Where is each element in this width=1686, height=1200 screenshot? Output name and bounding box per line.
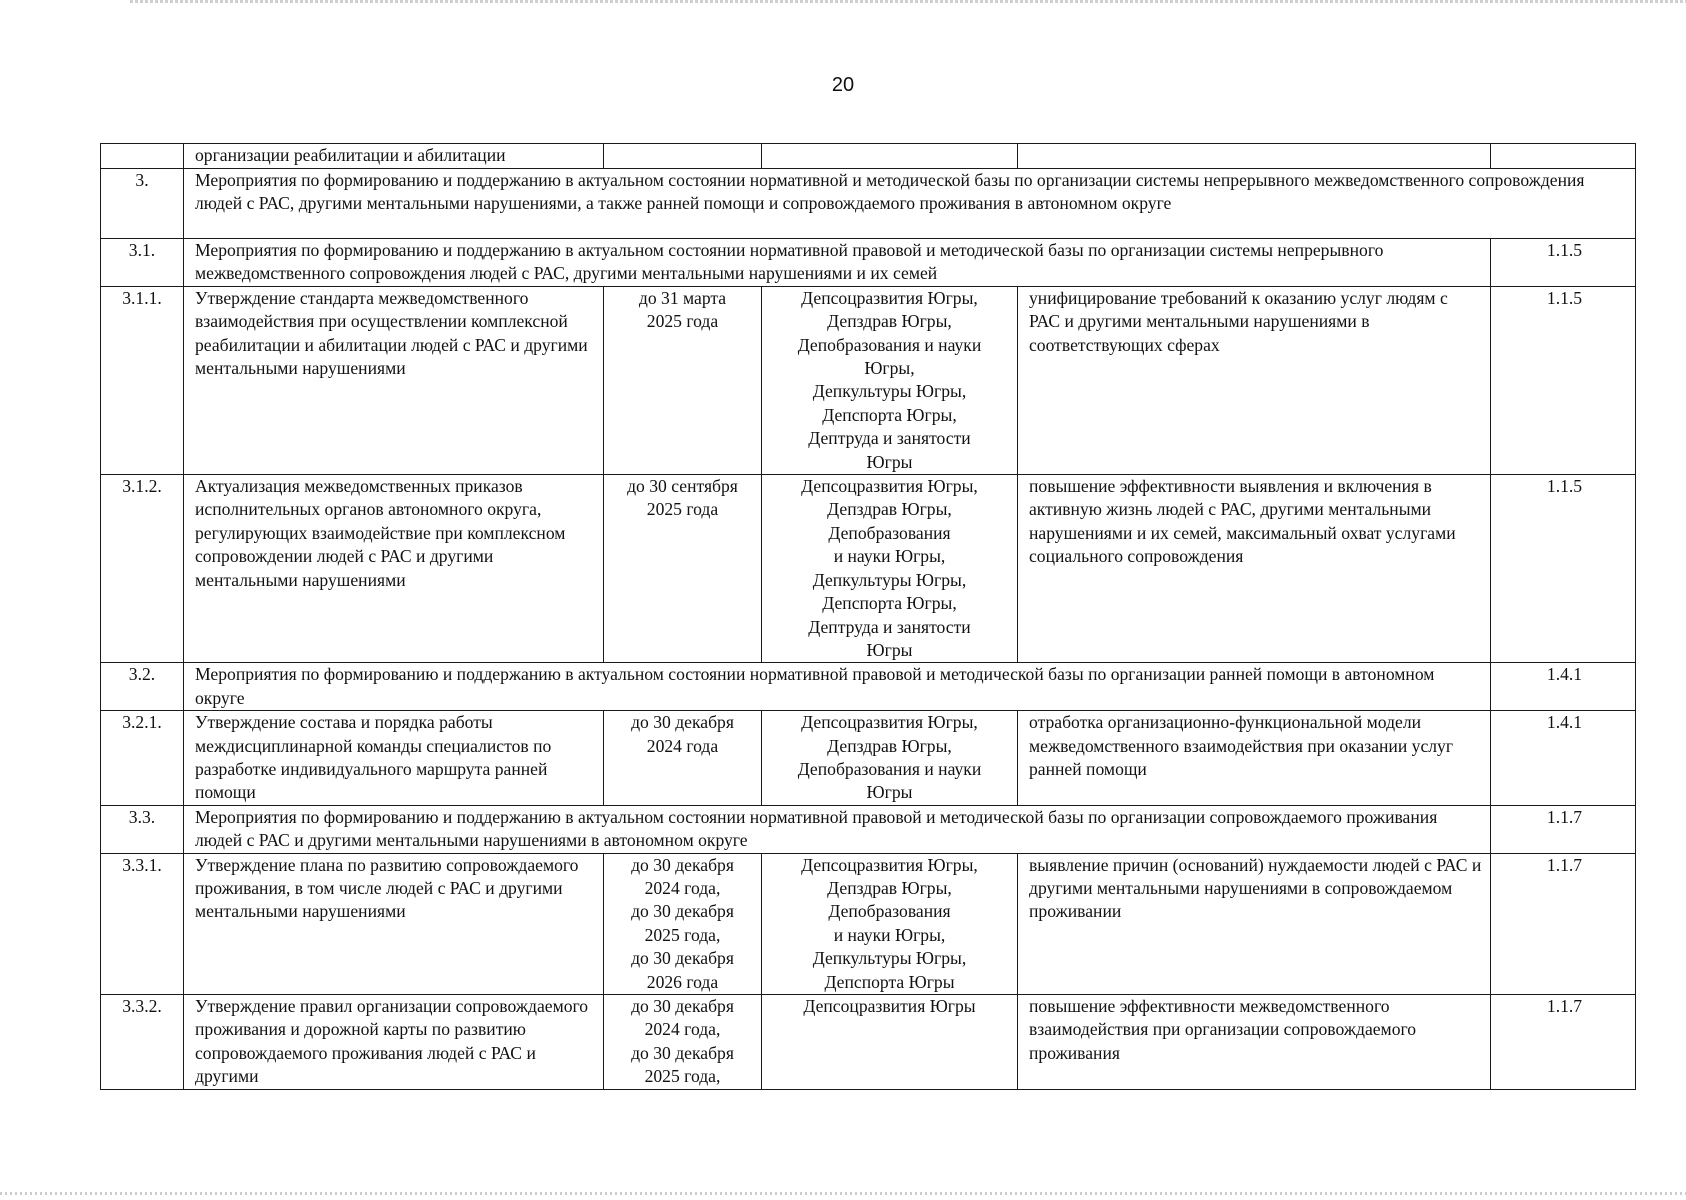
activity-plan-table (100, 143, 1636, 1090)
row-executors-line: и науки Югры, (833, 924, 946, 945)
row-deadline-line: 2024 года, (644, 877, 721, 898)
row-result: повышение эффективности выявления и включения в активную жизнь людей с РАС, другими ментальными нарушениями и их семей, максимальный охват услугами социального сопровождения (1018, 475, 1491, 663)
row-deadline (604, 995, 762, 1090)
row-deadline (604, 475, 762, 663)
row-number: 3.2. (101, 663, 184, 711)
section-title: Мероприятия по формированию и поддержанию в актуальном состоянии нормативной и методической базы по организации системы непрерывного межведомственного сопровождения людей с РАС, другими ментальными нарушениями, а также ранней помощи и сопровождаемого проживания в автономном округе (184, 169, 1636, 239)
table-row (101, 853, 1636, 994)
row-executors-line: Депсоцразвития Югры, (801, 712, 978, 733)
row-executors-line: Депздрав Югры, (827, 311, 952, 332)
row-result: выявление причин (оснований) нуждаемости людей с РАС и другими ментальными нарушениями в сопровождаемом проживании (1018, 853, 1491, 994)
row-deadline-line: до 30 декабря (631, 996, 734, 1016)
row-code: 1.4.1 (1491, 711, 1636, 806)
row-deadline-line: до 31 марта (638, 287, 727, 308)
row-deadline-line: 2025 года, (644, 1066, 721, 1087)
row-result: повышение эффективности межведомственного взаимодействия при организации сопровождаемого проживания (1018, 995, 1491, 1090)
page-number: 20 (831, 74, 855, 96)
row-number: 3.3.1. (101, 853, 184, 994)
row-executors-line: Депздрав Югры, (827, 877, 952, 898)
row-deadline (604, 286, 762, 474)
table-row (101, 475, 1636, 663)
subsection-row (101, 805, 1636, 853)
table-row (101, 711, 1636, 806)
row-executors-line: Югры, (864, 358, 915, 379)
row-code (1491, 144, 1636, 169)
row-deadline (604, 711, 762, 806)
row-title: Утверждение плана по развитию сопровождаемого проживания, в том числе людей с РАС и другими ментальными нарушениями (184, 853, 604, 994)
row-executors-line: Депкультуры Югры, (812, 569, 967, 590)
row-executors-line: Депобразования и науки (797, 758, 982, 779)
row-executors-line: Депспорта Югры, (822, 404, 957, 425)
row-executors-line: Депсоцразвития Югры, (801, 476, 978, 497)
subsection-row (101, 663, 1636, 711)
row-result (1018, 144, 1491, 169)
row-deadline-line: до 30 декабря (631, 901, 734, 922)
row-deadline-line: 2024 года (646, 735, 719, 756)
row-executors-line: Югры (866, 782, 913, 803)
row-title: Утверждение правил организации сопровождаемого проживания и дорожной карты по развитию сопровождаемого проживания людей с РАС и другими (184, 995, 604, 1090)
row-deadline-line: до 30 декабря (631, 948, 734, 969)
row-executors-line: Депздрав Югры, (827, 499, 952, 520)
section-number: 3. (101, 169, 184, 239)
row-executors-line: Дептруда и занятости (808, 616, 971, 637)
row-deadline (604, 853, 762, 994)
row-executors (762, 475, 1018, 663)
row-code: 1.1.5 (1491, 475, 1636, 663)
row-deadline-line: 2025 года (646, 499, 719, 520)
row-number: 3.1.2. (101, 475, 184, 663)
row-executors-line: Дептруда и занятости (808, 428, 971, 449)
row-executors-line: Депобразования и науки (797, 334, 982, 355)
row-number (101, 144, 184, 169)
row-code: 1.1.7 (1491, 995, 1636, 1090)
row-executors (762, 286, 1018, 474)
table-row (101, 995, 1636, 1090)
row-executors-line: Югры (866, 639, 913, 660)
row-executors-line: и науки Югры, (833, 546, 946, 567)
row-code: 1.1.5 (1491, 286, 1636, 474)
row-executors (762, 853, 1018, 994)
table-row-continuation (101, 144, 1636, 169)
row-deadline-line: до 30 сентября (627, 476, 738, 497)
row-executors (762, 144, 1018, 169)
row-deadline (604, 144, 762, 169)
row-title: организации реабилитации и абилитации (184, 144, 604, 169)
row-code: 1.4.1 (1491, 663, 1636, 711)
row-number: 3.1. (101, 239, 184, 287)
row-executors-line: Депсоцразвития Югры (803, 996, 976, 1016)
row-executors-line: Депспорта Югры, (822, 593, 957, 614)
row-title: Утверждение состава и порядка работы междисциплинарной команды специалистов по разработке индивидуального маршрута ранней помощи (184, 711, 604, 806)
row-executors (762, 995, 1018, 1090)
row-deadline-line: 2026 года (646, 971, 719, 992)
row-deadline-line: до 30 декабря (631, 1042, 734, 1063)
subsection-title: Мероприятия по формированию и поддержанию в актуальном состоянии нормативной правовой и методической базы по организации ранней помощи в автономном округе (184, 663, 1491, 711)
row-executors-line: Депсоцразвития Югры, (801, 287, 978, 308)
subsection-title: Мероприятия по формированию и поддержанию в актуальном состоянии нормативной правовой и методической базы по организации сопровождаемого проживания людей с РАС и другими ментальными нарушениями в автономном округе (184, 805, 1491, 853)
section-row (101, 169, 1636, 239)
row-deadline-line: 2025 года (646, 311, 719, 332)
row-code: 1.1.7 (1491, 853, 1636, 994)
scan-edge-bottom (0, 1192, 1686, 1195)
row-executors-line: Депобразования (828, 522, 951, 543)
row-executors-line: Депздрав Югры, (827, 735, 952, 756)
row-number: 3.3.2. (101, 995, 184, 1090)
row-number: 3.3. (101, 805, 184, 853)
row-deadline-line: до 30 декабря (631, 854, 734, 875)
row-title: Утверждение стандарта межведомственного взаимодействия при осуществлении комплексной реабилитации и абилитации людей с РАС и другими ментальными нарушениями (184, 286, 604, 474)
row-executors-line: Депкультуры Югры, (812, 381, 967, 402)
row-executors-line: Депобразования (828, 901, 951, 922)
row-code: 1.1.7 (1491, 805, 1636, 853)
scan-edge-top (130, 0, 1686, 3)
row-deadline-line: до 30 декабря (631, 712, 734, 733)
row-executors-line: Депсоцразвития Югры, (801, 854, 978, 875)
row-number: 3.1.1. (101, 286, 184, 474)
row-result: унифицирование требований к оказанию услуг людям с РАС и другими ментальными нарушениями в соответствующих сферах (1018, 286, 1491, 474)
row-result: отработка организационно-функциональной модели межведомственного взаимодействия при оказании услуг ранней помощи (1018, 711, 1491, 806)
table-row (101, 286, 1636, 474)
row-title: Актуализация межведомственных приказов исполнительных органов автономного округа, регулирующих взаимодействие при комплексном сопровождении людей с РАС и другими ментальными нарушениями (184, 475, 604, 663)
row-executors-line: Югры (866, 451, 913, 472)
row-executors (762, 711, 1018, 806)
row-deadline-line: 2025 года, (644, 924, 721, 945)
subsection-title: Мероприятия по формированию и поддержанию в актуальном состоянии нормативной правовой и методической базы по организации системы непрерывного межведомственного сопровождения людей с РАС, другими ментальными нарушениями и их семей (184, 239, 1491, 287)
row-number: 3.2.1. (101, 711, 184, 806)
row-executors-line: Депспорта Югры (824, 971, 955, 992)
table-body (101, 144, 1636, 1090)
row-code: 1.1.5 (1491, 239, 1636, 287)
subsection-row (101, 239, 1636, 287)
row-executors-line: Депкультуры Югры, (812, 948, 967, 969)
row-deadline-line: 2024 года, (644, 1019, 721, 1040)
